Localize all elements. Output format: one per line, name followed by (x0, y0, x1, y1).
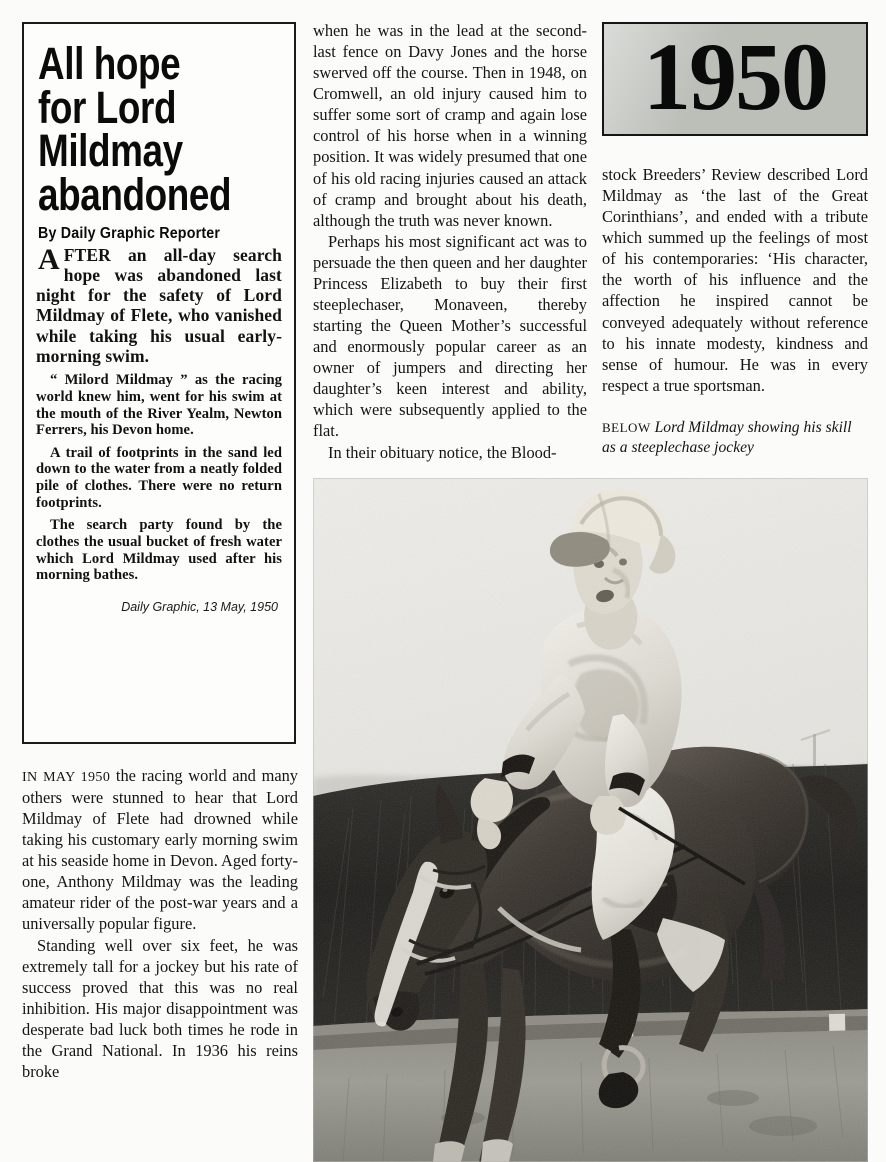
paragraph: In their obituary notice, the Blood- (328, 442, 557, 462)
headline-line-1: All hope (38, 38, 181, 89)
drop-cap: A (38, 242, 60, 276)
year-banner (602, 22, 868, 136)
middle-column-body (313, 20, 587, 463)
clipping-body (36, 242, 282, 584)
right-column-body (602, 164, 868, 396)
right-column (602, 22, 868, 458)
left-column (22, 22, 298, 1082)
clipping-lead-paragraph (36, 242, 282, 367)
caption-text: Lord Mildmay showing his skill as a steeplechase jockey (602, 418, 852, 457)
left-column-body (22, 765, 298, 1082)
opening-smallcaps: IN MAY 1950 (22, 770, 111, 785)
clipping-paragraph: “ Milord Mildmay ” as the racing world knew him, went for his swim at the mouth of the River Yealm, Newton Ferrers, his Devon home. (36, 372, 282, 439)
paragraph: Perhaps his most significant act was to persuade the then queen and her daughter Princess Elizabeth to buy their first steeplechaser, Monaveen, thereby starting the Queen Mother’s successful and enormously popular career as an owner of jumpers and directing her daughter’s keen interest and ability, which were subsequently applied to the flat. (313, 231, 587, 441)
clipping-byline: By Daily Graphic Reporter (38, 224, 221, 242)
clipping-paragraph: The search party found by the clothes the usual bucket of fresh water which Lord Mildmay used after his morning bathes. (36, 517, 282, 584)
paragraph: stock Breeders’ Review described Lord Mildmay as ‘the last of the Great Corinthians’, and ended with a tribute which summed up the feelings of most of his contemporaries: ‘His character, the worth of his influence and the affection he inspired cannot be conveyed adequately without reference to his innate modesty, kindness and sense of humour. He was in every respect a true sportsman. (602, 165, 868, 395)
paragraph-text: the racing world and many others were stunned to hear that Lord Mildmay of Flete had drowned while taking his customary early morning swim at his seaside home in Devon. Aged forty-one, Anthony Mildmay was the leading amateur rider of the post-war years and a universally popular figure. (22, 766, 298, 934)
clipping-lead-text: FTER an all-day search hope was abandoned last night for the safety of Lord Mildmay of Flete, who vanished while taking his usual early-morning swim. (36, 244, 282, 367)
clipping-credit: Daily Graphic, 13 May, 1950 (121, 599, 278, 614)
clipping-paragraph: A trail of footprints in the sand led down to the water from a neatly folded pile of clothes. There were no return footprints. (36, 444, 282, 511)
year-label: 1950 (643, 23, 827, 131)
photo-caption (602, 418, 868, 459)
photograph-illustration (313, 478, 868, 1162)
caption-label: BELOW (602, 419, 651, 435)
clipping-headline (38, 38, 284, 220)
headline-line-2: for Lord (38, 81, 177, 133)
paragraph (22, 765, 298, 935)
paragraph: Standing well over six feet, he was extremely tall for a jockey but his rate of success proved that this was no real inhibition. His major disappointment was desperate bad luck both times he rode in the Grand National. In 1936 his reins broke (22, 935, 298, 1081)
newspaper-clipping (22, 22, 296, 744)
paragraph: when he was in the lead at the second-last fence on Davy Jones and the horse swerved off the course. Then in 1948, on Cromwell, an old injury caused him to suffer some sort of cramp and again lose control of his horse when in a winning position. It was widely presumed that one of his old racing injuries caused an attack of cramp and brought about his death, although the truth was never known. (313, 21, 587, 230)
headline-line-3: Mildmay (38, 125, 183, 177)
steeplechase-photograph (313, 478, 868, 1162)
middle-column (313, 20, 587, 463)
headline-line-4: abandoned (38, 168, 232, 220)
